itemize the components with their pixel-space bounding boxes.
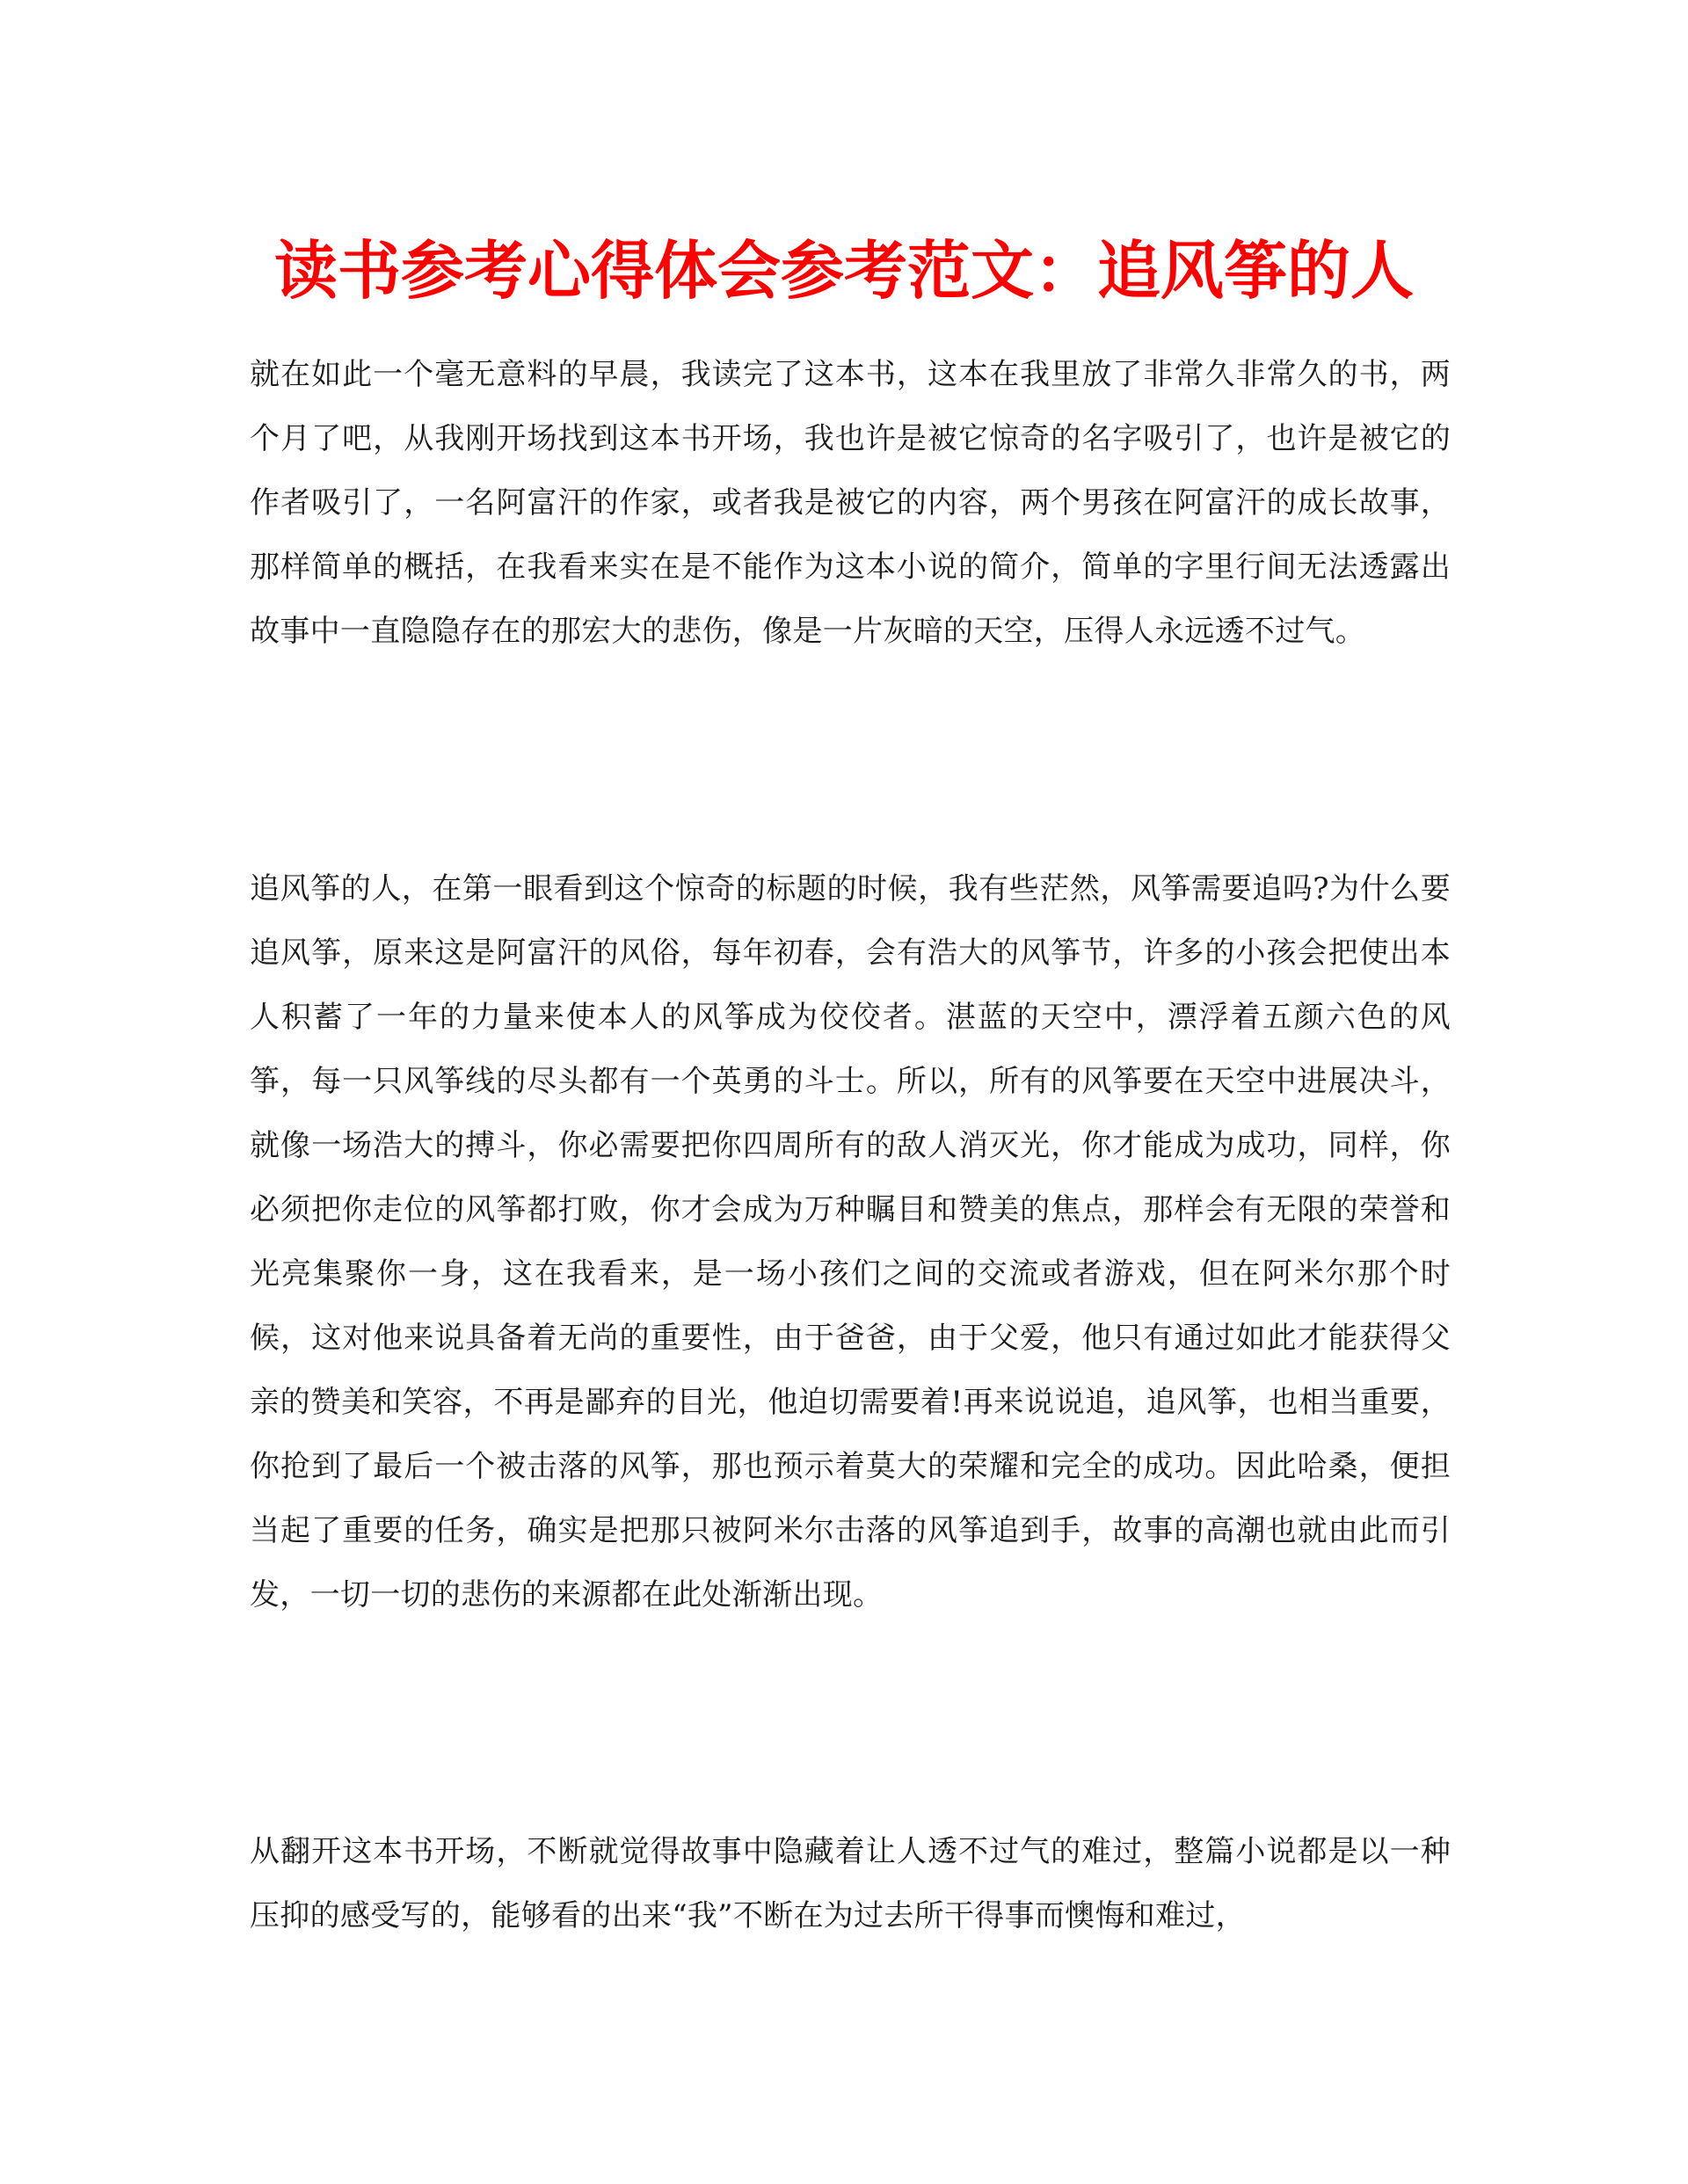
paragraph-2: 追风筝的人，在第一眼看到这个惊奇的标题的时候，我有些茫然，风筝需要追吗?为什么要追风筝，原来这是阿富汗的风俗，每年初春，会有浩大的风筝节，许多的小孩会把使出本人积蓄了一年的力量来使本人的风筝成为佼佼者。湛蓝的天空中，漂浮着五颜六色的风筝，每一只风筝线的尽头都有一个英勇的斗士。所以，所有的风筝要在天空中进展决斗，就像一场浩大的搏斗，你必需要把你四周所有的敌人消灭光，你才能成为成功，同样，你必须把你走位的风筝都打败，你才会成为万种瞩目和赞美的焦点，那样会有无限的荣誉和光亮集聚你一身，这在我看来，是一场小孩们之间的交流或者游戏，但在阿米尔那个时候，这对他来说具备着无尚的重要性，由于爸爸，由于父爱，他只有通过如此才能获得父亲的赞美和笑容，不再是鄙弃的目光，他迫切需要着!再来说说追，追风筝，也相当重要，你抢到了最后一个被击落的风筝，那也预示着莫大的荣耀和完全的成功。因此哈桑，便担当起了重要的任务，确实是把那只被阿米尔击落的风筝追到手，故事的高潮也就由此而引发，一切一切的悲伤的来源都在此处渐渐出现。 — [250, 871, 1451, 1613]
paragraph-3: 从翻开这本书开场，不断就觉得故事中隐藏着让人透不过气的难过，整篇小说都是以一种压抑的感受写的，能够看的出来“我”不断在为过去所干得事而懊悔和难过， — [250, 1834, 1451, 1933]
paragraph-1: 就在如此一个毫无意料的早晨，我读完了这本书，这本在我里放了非常久非常久的书，两个月了吧，从我刚开场找到这本书开场，我也许是被它惊奇的名字吸引了，也许是被它的作者吸引了，一名阿富汗的作家，或者我是被它的内容，两个男孩在阿富汗的成长故事，那样简单的概括，在我看来实在是不能作为这本小说的简介，简单的字里行间无法透露出故事中一直隐隐存在的那宏大的悲伤，像是一片灰暗的天空，压得人永远透不过气。 — [250, 357, 1451, 649]
document-title: 读书参考心得体会参考范文：追风筝的人 — [273, 234, 1414, 308]
